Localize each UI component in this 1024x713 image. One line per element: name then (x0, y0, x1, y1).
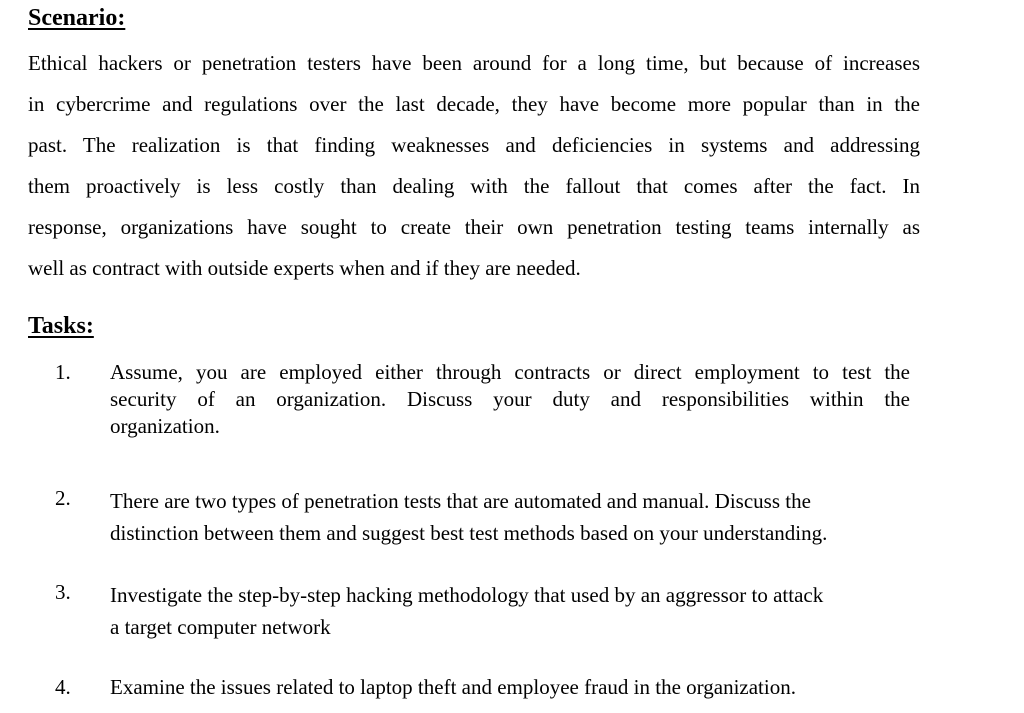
tasks-heading: Tasks: (28, 313, 94, 339)
task-text (110, 579, 910, 643)
task-line: security of an organization. Discuss your duty and responsibilities within the (110, 387, 910, 411)
scenario-paragraph (28, 43, 920, 289)
task-line: Examine the issues related to laptop theft and employee fraud in the organization. (110, 675, 796, 699)
scenario-heading: Scenario: (28, 5, 126, 31)
task-line: a target computer network (110, 615, 331, 639)
task-line: Investigate the step-by-step hacking methodology that used by an aggressor to attack (110, 583, 824, 607)
scenario-line: in cybercrime and regulations over the last decade, they have become more popular than in the (28, 92, 920, 116)
task-number: 1. (55, 360, 71, 384)
scenario-line: well as contract with outside experts when and if they are needed. (28, 256, 581, 280)
task-text (110, 674, 910, 701)
task-line: There are two types of penetration tests that are automated and manual. Discuss the (110, 489, 811, 513)
scenario-line: past. The realization is that finding weaknesses and deficiencies in systems and addressing (28, 133, 920, 157)
task-line: distinction between them and suggest best test methods based on your understanding. (110, 521, 828, 545)
scenario-line: Ethical hackers or penetration testers have been around for a long time, but because of increases (28, 51, 920, 75)
task-line: organization. (110, 414, 220, 438)
task-number: 2. (55, 486, 71, 510)
task-text (110, 359, 910, 440)
task-number: 3. (55, 580, 71, 604)
task-number: 4. (55, 675, 71, 699)
task-text (110, 485, 910, 549)
task-line: Assume, you are employed either through contracts or direct employment to test the (110, 360, 910, 384)
scenario-line: them proactively is less costly than dealing with the fallout that comes after the fact. In (28, 174, 920, 198)
scenario-line: response, organizations have sought to create their own penetration testing teams internally as (28, 215, 920, 239)
